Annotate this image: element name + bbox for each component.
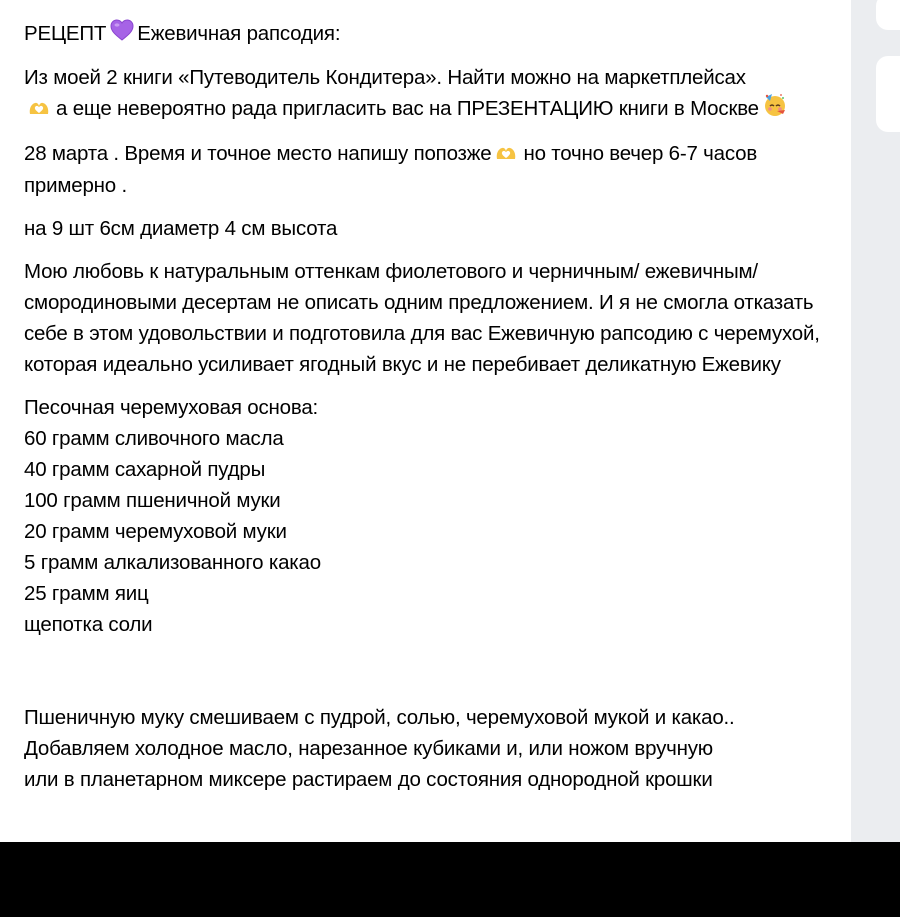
size-paragraph: на 9 шт 6см диаметр 4 см высота [24, 217, 338, 241]
ingredient-item: 5 грамм алкализованного какао [24, 551, 321, 575]
partying-face-icon [763, 93, 787, 126]
side-card[interactable] [876, 56, 900, 132]
recipe-heading [24, 18, 824, 50]
base-title: Песочная черемуховая основа: [24, 396, 319, 420]
recipe-title: Ежевичная рапсодия: [137, 22, 341, 45]
event-text: но точно вечер 6-7 часов примерно . [24, 142, 758, 198]
heart-hands-icon [28, 94, 50, 125]
intro-text: а еще невероятно рада пригласить вас на ПРЕЗЕНТАЦИЮ книги в Москве [56, 97, 759, 121]
purple-heart-icon [110, 19, 134, 50]
spacer [24, 640, 824, 702]
method-line: Добавляем холодное масло, нарезанное кубиками и, или ножом вручную [24, 737, 713, 761]
event-paragraph [24, 138, 824, 201]
ingredient-item: 40 грамм сахарной пудры [24, 458, 266, 482]
intro-text: Из моей 2 книги «Путеводитель Кондитера». Найти можно на маркетплейсах [24, 66, 746, 90]
side-card[interactable] [876, 0, 900, 30]
method-line: или в планетарном миксере растираем до состояния однородной крошки [24, 768, 713, 792]
intro-paragraph [24, 62, 824, 126]
ingredient-item: 25 грамм яиц [24, 582, 149, 606]
ingredient-item: 20 грамм черемуховой муки [24, 520, 287, 544]
method-section [24, 702, 824, 795]
description-paragraph: Мою любовь к натуральным оттенкам фиолетового и черничным/ ежевичным/смородиновыми десертам не описать одним предложением. И я не смогла отказать себе в этом удовольствии и подготовила для вас Ежевичную рапсодию с черемухой, которая идеально усиливает ягодный вкус и не перебивает деликатную Ежевику [24, 260, 820, 377]
ingredient-item: 100 грамм пшеничной муки [24, 489, 281, 513]
ingredient-item: щепотка соли [24, 613, 153, 637]
event-text: 28 марта . Время и точное место напишу попозже [24, 142, 492, 166]
method-line: Пшеничную муку смешиваем с пудрой, солью, черемуховой мукой и какао.. [24, 706, 735, 730]
ingredient-item: 60 грамм сливочного масла [24, 427, 284, 451]
black-bottom-bar [0, 842, 900, 917]
heading-prefix: РЕЦЕПТ [24, 22, 107, 45]
heart-hands-icon [495, 139, 517, 170]
base-section [24, 392, 824, 640]
